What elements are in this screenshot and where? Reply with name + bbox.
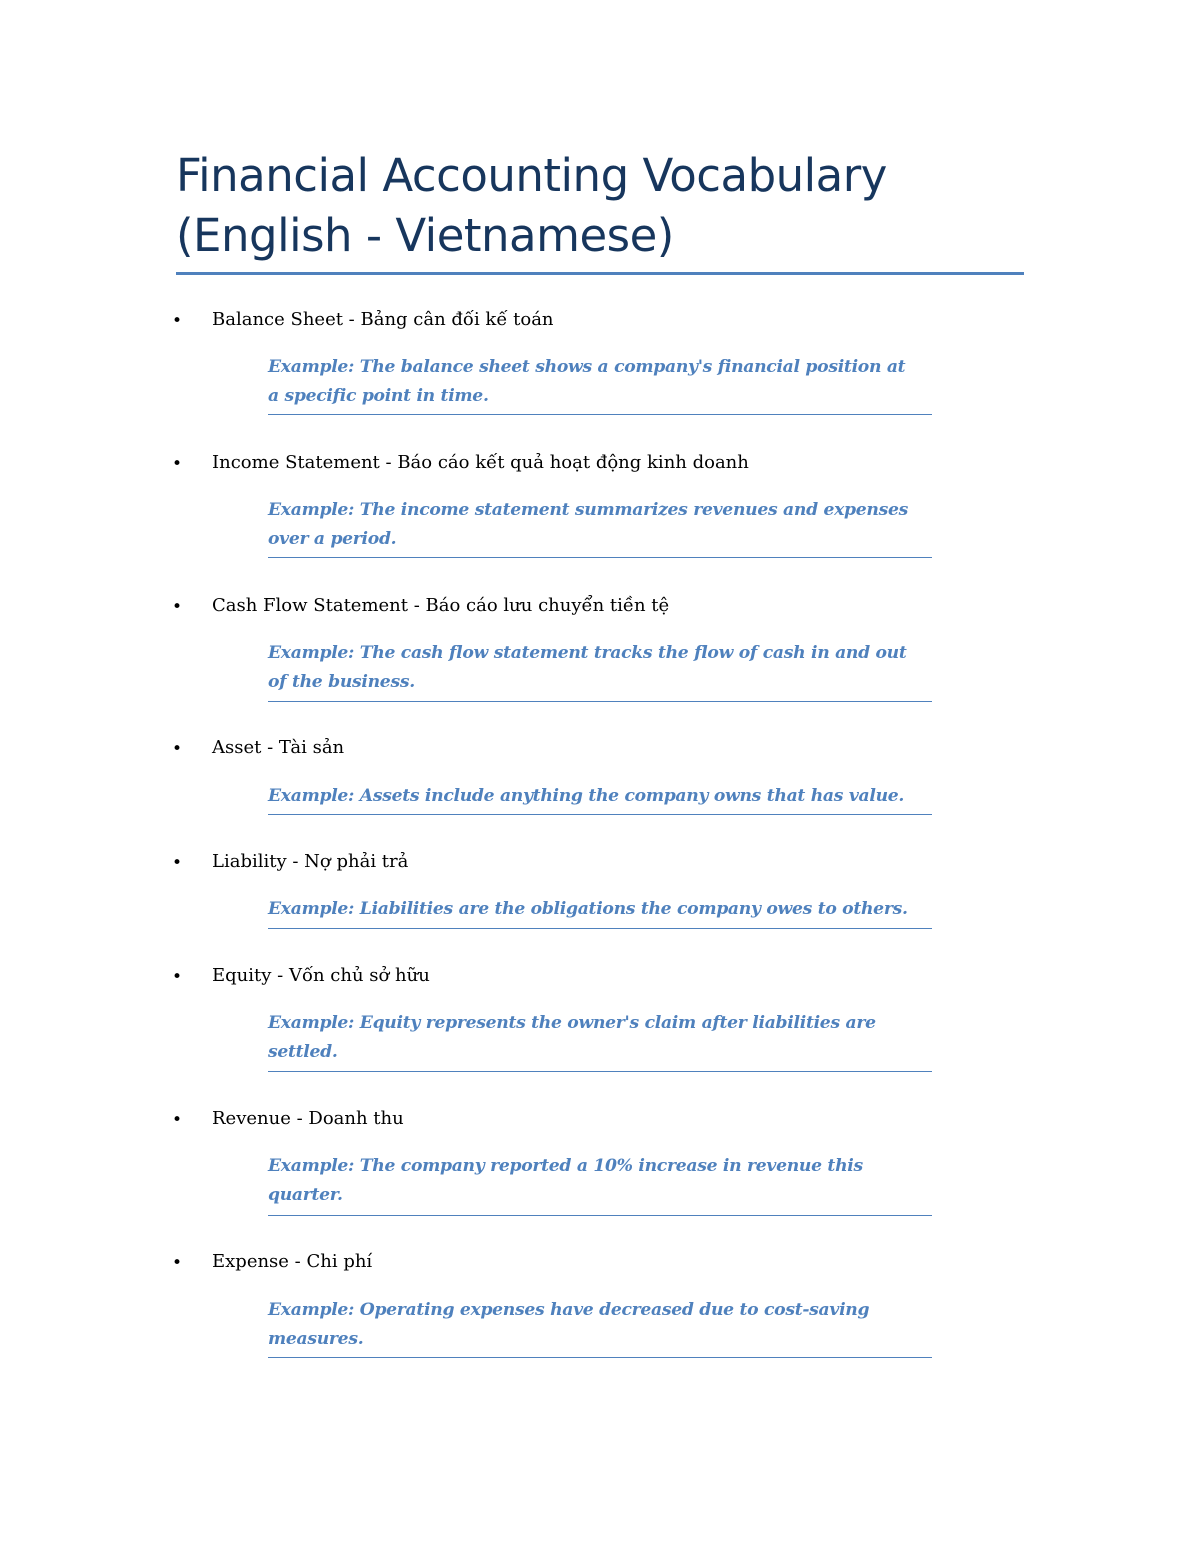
example-text xyxy=(268,1009,932,1067)
bullet-icon: • xyxy=(172,853,183,873)
example-underline xyxy=(268,557,932,558)
term-label: Liability - Nợ phải trả xyxy=(212,851,409,872)
example-line-1: Example: Assets include anything the company owns that has value. xyxy=(268,786,905,806)
example-text xyxy=(268,353,932,411)
example-line-1: Example: Liabilities are the obligations the company owes to others. xyxy=(268,899,908,919)
example-line-1: Example: The income statement summarizes revenues and expenses xyxy=(268,500,908,520)
example-line-1: Example: The cash flow statement tracks the flow of cash in and out xyxy=(268,643,907,663)
example-line-1: Example: Equity represents the owner's claim after liabilities are xyxy=(268,1013,876,1033)
term-label: Income Statement - Báo cáo kết quả hoạt động kinh doanh xyxy=(212,452,749,473)
term-label: Asset - Tài sản xyxy=(212,737,345,758)
term-label: Revenue - Doanh thu xyxy=(212,1108,404,1129)
example-line-1: Example: Operating expenses have decreased due to cost-saving xyxy=(268,1300,870,1320)
bullet-icon: • xyxy=(172,454,183,474)
example-line-1: Example: The company reported a 10% increase in revenue this xyxy=(268,1156,863,1176)
example-text xyxy=(268,639,932,697)
term-label: Balance Sheet - Bảng cân đối kế toán xyxy=(212,309,554,330)
example-line-2: settled. xyxy=(268,1042,338,1062)
title-line-1: Financial Accounting Vocabulary xyxy=(176,149,887,202)
example-text xyxy=(268,782,932,811)
example-line-2: over a period. xyxy=(268,529,397,549)
bullet-icon: • xyxy=(172,739,183,759)
example-text xyxy=(268,1296,932,1354)
example-underline xyxy=(268,928,932,929)
example-line-2: a specific point in time. xyxy=(268,386,489,406)
bullet-icon: • xyxy=(172,1253,183,1273)
term-label: Equity - Vốn chủ sở hữu xyxy=(212,965,430,986)
example-line-2: measures. xyxy=(268,1329,364,1349)
term-label: Expense - Chi phí xyxy=(212,1251,373,1272)
bullet-icon: • xyxy=(172,967,183,987)
example-text xyxy=(268,496,932,554)
example-text xyxy=(268,895,932,924)
example-line-1: Example: The balance sheet shows a company's financial position at xyxy=(268,357,906,377)
example-underline xyxy=(268,701,932,702)
example-underline xyxy=(268,414,932,415)
example-underline xyxy=(268,814,932,815)
example-underline xyxy=(268,1357,932,1358)
bullet-icon: • xyxy=(172,597,183,617)
example-line-2: quarter. xyxy=(268,1185,343,1205)
example-line-2: of the business. xyxy=(268,672,415,692)
term-label: Cash Flow Statement - Báo cáo lưu chuyển tiền tệ xyxy=(212,595,670,616)
title-line-2: (English - Vietnamese) xyxy=(176,209,674,262)
example-underline xyxy=(268,1071,932,1072)
example-underline xyxy=(268,1215,932,1216)
example-text xyxy=(268,1152,932,1210)
bullet-icon: • xyxy=(172,1110,183,1130)
bullet-icon: • xyxy=(172,311,183,331)
